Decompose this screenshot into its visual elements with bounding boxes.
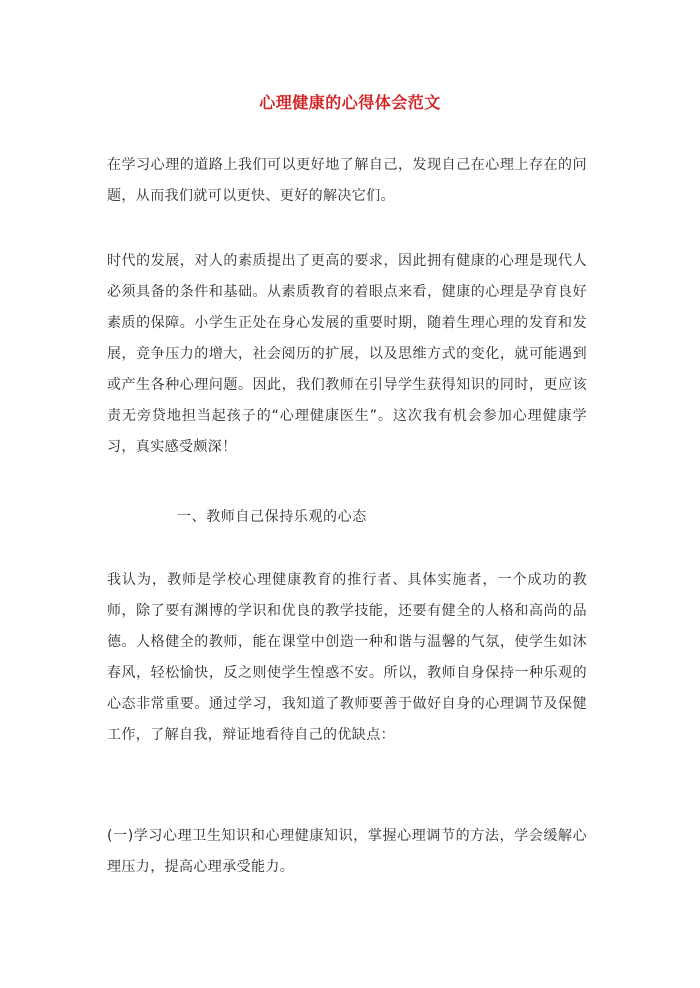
paragraph-intro: 在学习心理的道路上我们可以更好地了解自己，发现自己在心理上存在的问题，从而我们就可以更快、更好的解决它们。 (107, 157, 587, 204)
paragraph-background: 时代的发展，对人的素质提出了更高的要求，因此拥有健康的心理是现代人必须具备的条件和基础。从素质教育的着眼点来看，健康的心理是孕育良好素质的保障。小学生正处在身心发展的重要时期，随着生理心理的发育和发展，竞争压力的增大，社会阅历的扩展，以及思维方式的变化，就可能遇到或产生各种心理问题。因此，我们教师在引导学生获得知识的同时，更应该责无旁贷地担当起孩子的“心理健康医生”。这次我有机会参加心理健康学习，真实感受颇深！ (107, 253, 587, 455)
paragraph-teacher-attitude: 我认为，教师是学校心理健康教育的推行者、具体实施者，一个成功的教师，除了要有渊博的学识和优良的教学技能，还要有健全的人格和高尚的品德。人格健全的教师，能在课堂中创造一种和谐与温馨的气氛，使学生如沐春风，轻松愉快，反之则使学生惶惑不安。所以，教师自身保持一种乐观的心态非常重要。通过学习，我知道了教师要善于做好自身的心理调节及保健工作，了解自我，辩证地看待自己的优缺点： (107, 572, 587, 743)
section-heading-1: 一、教师自己保持乐观的心态 (177, 509, 367, 525)
document-title: 心理健康的心得体会范文 (259, 93, 441, 112)
paragraph-point-1: (一)学习心理卫生知识和心理健康知识，掌握心理调节的方法，学会缓解心理压力，提高心理承受能力。 (107, 828, 587, 875)
